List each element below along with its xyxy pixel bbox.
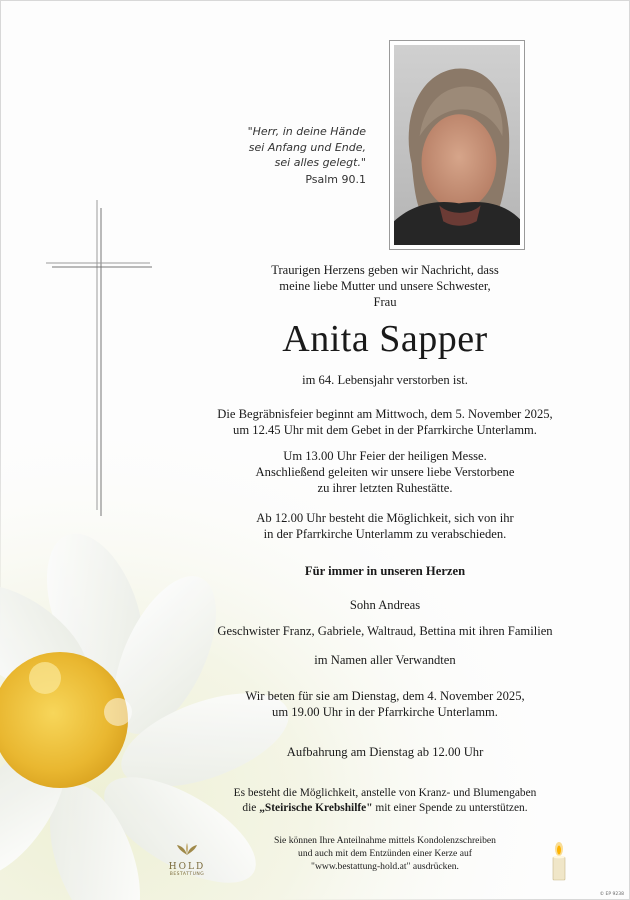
viewing-text [185, 744, 585, 760]
viewing-line: Aufbahrung am Dienstag ab 12.00 Uhr [286, 745, 484, 759]
quote-line: "Herr, in deine Hände [247, 125, 366, 138]
motto-text [185, 563, 585, 579]
candle-icon [548, 842, 570, 882]
relatives-text [185, 652, 585, 668]
mass-text [185, 448, 585, 496]
siblings-text [185, 623, 585, 639]
donation-post: mit einer Spende zu unterstützen. [372, 802, 528, 814]
intro-line: Traurigen Herzens geben wir Nachricht, dass [271, 263, 499, 277]
son-text [185, 597, 585, 613]
age-text [185, 372, 585, 388]
farewell-line: Ab 12.00 Uhr besteht die Möglichkeit, sich von ihr [256, 511, 514, 525]
condolence-line: und auch mit dem Entzünden einer Kerze auf [298, 848, 472, 859]
copyright-note: © EP 9238 [599, 892, 624, 897]
son-line: Sohn Andreas [349, 598, 421, 612]
funeral-line: Die Begräbnisfeier beginnt am Mittwoch, dem 5. November 2025, [217, 407, 553, 421]
prayer-text [185, 688, 585, 720]
donation-text [185, 786, 585, 816]
siblings-line: Geschwister Franz, Gabriele, Waltraud, Bettina mit ihren Familien [217, 624, 553, 638]
condolence-text [185, 834, 585, 873]
condolence-line: Sie können Ihre Anteilnahme mittels Kondolenzschreiben [274, 835, 496, 846]
intro-line: meine liebe Mutter und unsere Schwester, [279, 279, 491, 293]
farewell-text [185, 510, 585, 542]
leaf-ornament-icon [176, 842, 198, 856]
psalm-quote [196, 124, 366, 187]
mass-line: zu ihrer letzten Ruhestätte. [317, 481, 453, 495]
quote-line: sei alles gelegt." [274, 156, 366, 169]
donation-pre: die [242, 802, 260, 814]
funeral-line: um 12.45 Uhr mit dem Gebet in der Pfarrkirche Unterlamm. [233, 423, 537, 437]
mass-line: Um 13.00 Uhr Feier der heiligen Messe. [283, 449, 487, 463]
funeral-text [185, 406, 585, 438]
donation-charity: „Steirische Krebshilfe" [259, 802, 373, 814]
condolence-line: "www.bestattung-hold.at" ausdrücken. [311, 861, 459, 872]
cross-icon [46, 196, 152, 516]
quote-source: Psalm 90.1 [305, 172, 366, 186]
prayer-line: um 19.00 Uhr in der Pfarrkirche Unterlamm. [272, 705, 498, 719]
logo-brand: HOLD [168, 862, 206, 872]
prayer-line: Wir beten für sie am Dienstag, dem 4. November 2025, [245, 689, 525, 703]
portrait-photo [394, 45, 520, 245]
hold-logo [165, 842, 209, 877]
mass-line: Anschließend geleiten wir unsere liebe Verstorbene [255, 465, 515, 479]
quote-line: sei Anfang und Ende, [248, 140, 366, 154]
donation-line [185, 801, 585, 816]
intro-text [185, 262, 585, 310]
donation-line: Es besteht die Möglichkeit, anstelle von Kranz- und Blumengaben [233, 787, 537, 799]
logo-sub: BESTATTUNG [169, 872, 205, 877]
portrait-frame [389, 40, 525, 250]
motto-line: Für immer in unseren Herzen [304, 564, 466, 578]
relatives-line: im Namen aller Verwandten [314, 653, 456, 667]
farewell-line: in der Pfarrkirche Unterlamm zu verabschieden. [263, 527, 507, 541]
age-line: im 64. Lebensjahr verstorben ist. [302, 373, 468, 387]
intro-line: Frau [373, 295, 397, 309]
deceased-name: Anita Sapper [282, 318, 488, 360]
